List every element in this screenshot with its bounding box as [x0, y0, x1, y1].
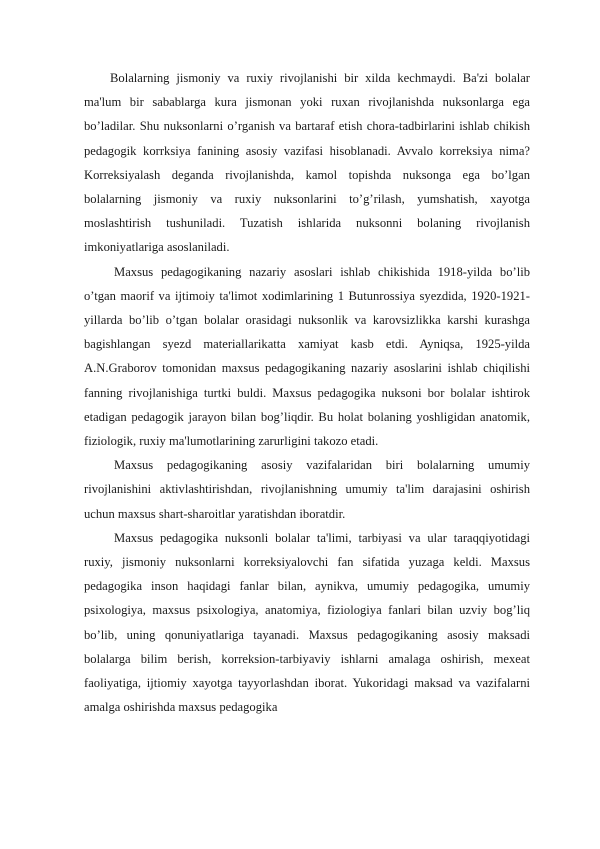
document-body: [84, 66, 530, 719]
paragraph-1: Bolalarning jismoniy va ruxiy rivojlanishi bir xilda kechmaydi. Ba'zi bolalar ma'lum bir sabablarga kura jismonan yoki ruxan rivojlanishda nuksonlarga ega bo’ladilar. Shu nuksonlarni o’rganish va bartaraf etish chora-tadbirlarini ishlab chikish pedagogik korrksiya fanining asosiy vazifasi hisoblanadi. Avvalo korreksiya nima? Korreksiyalash deganda rivojlanishda, kamol topishda nuksonga ega bo’lgan bolalarning jismoniy va ruxiy nuksonlarini to’g’rilash, yumshatish, xayotga moslashtirish tushuniladi. Tuzatish ishlarida nuksonni bolaning rivojlanish imkoniyatlariga asoslaniladi.: [84, 71, 530, 255]
paragraph-3: Maxsus pedagogikaning asosiy vazifalaridan biri bolalarning umumiy rivojlanishini aktivlashtirishdan, rivojlanishning umumiy ta'lim darajasini oshirish uchun maxsus shart-sharoitlar yaratishdan iboratdir.: [84, 458, 530, 521]
paragraph-2: Maxsus pedagogikaning nazariy asoslari ishlab chikishida 1918-yilda bo’lib o’tgan maorif va ijtimoiy ta'limot xodimlarining 1 Butunrossiya syezdida, 1920-1921-yillarda bo’lib o’tgan bolalar orasidagi nuksonlik va karovsizlikka karshi kurashga bagishlangan syezd materiallarikatta xamiyat kasb etdi. Ayniqsa, 1925-yilda A.N.Graborov tomonidan maxsus pedagogikaning nazariy asoslarini ishlab chiqilishi fanning rivojlanishiga turtki buldi. Maxsus pedagogika nuksoni bor bolalar ishtirok etadigan pedagogik jarayon bilan bog’liqdir. Bu holat bolaning yoshligidan anatomik, fiziologik, ruxiy ma'lumotlarining zarurligini takozo etadi.: [84, 264, 530, 449]
paragraph-4: Maxsus pedagogika nuksonli bolalar ta'limi, tarbiyasi va ular taraqqiyotidagi ruxiy, jismoniy nuksonlarni korreksiyalovchi fan sifatida yuzaga keldi. Maxsus pedagogika inson haqidagi fanlar bilan, aynikva, umumiy pedagogika, umumiy psixologiya, maxsus psixologiya, anatomiya, fiziologiya fanlari bilan uzviy bog’liq bo’lib, uning qonuniyatlariga tayanadi. Maxsus pedagogikaning asosiy maksadi bolalarga bilim berish, korreksion-tarbiyaviy ishlarni amalaga oshirish, mexeat faoliyatiga, ijtiomiy xayotga tayyorlashdan iborat. Yukoridagi maksad va vazifalarni amalga oshirishda maxsus pedagogika: [84, 530, 530, 715]
